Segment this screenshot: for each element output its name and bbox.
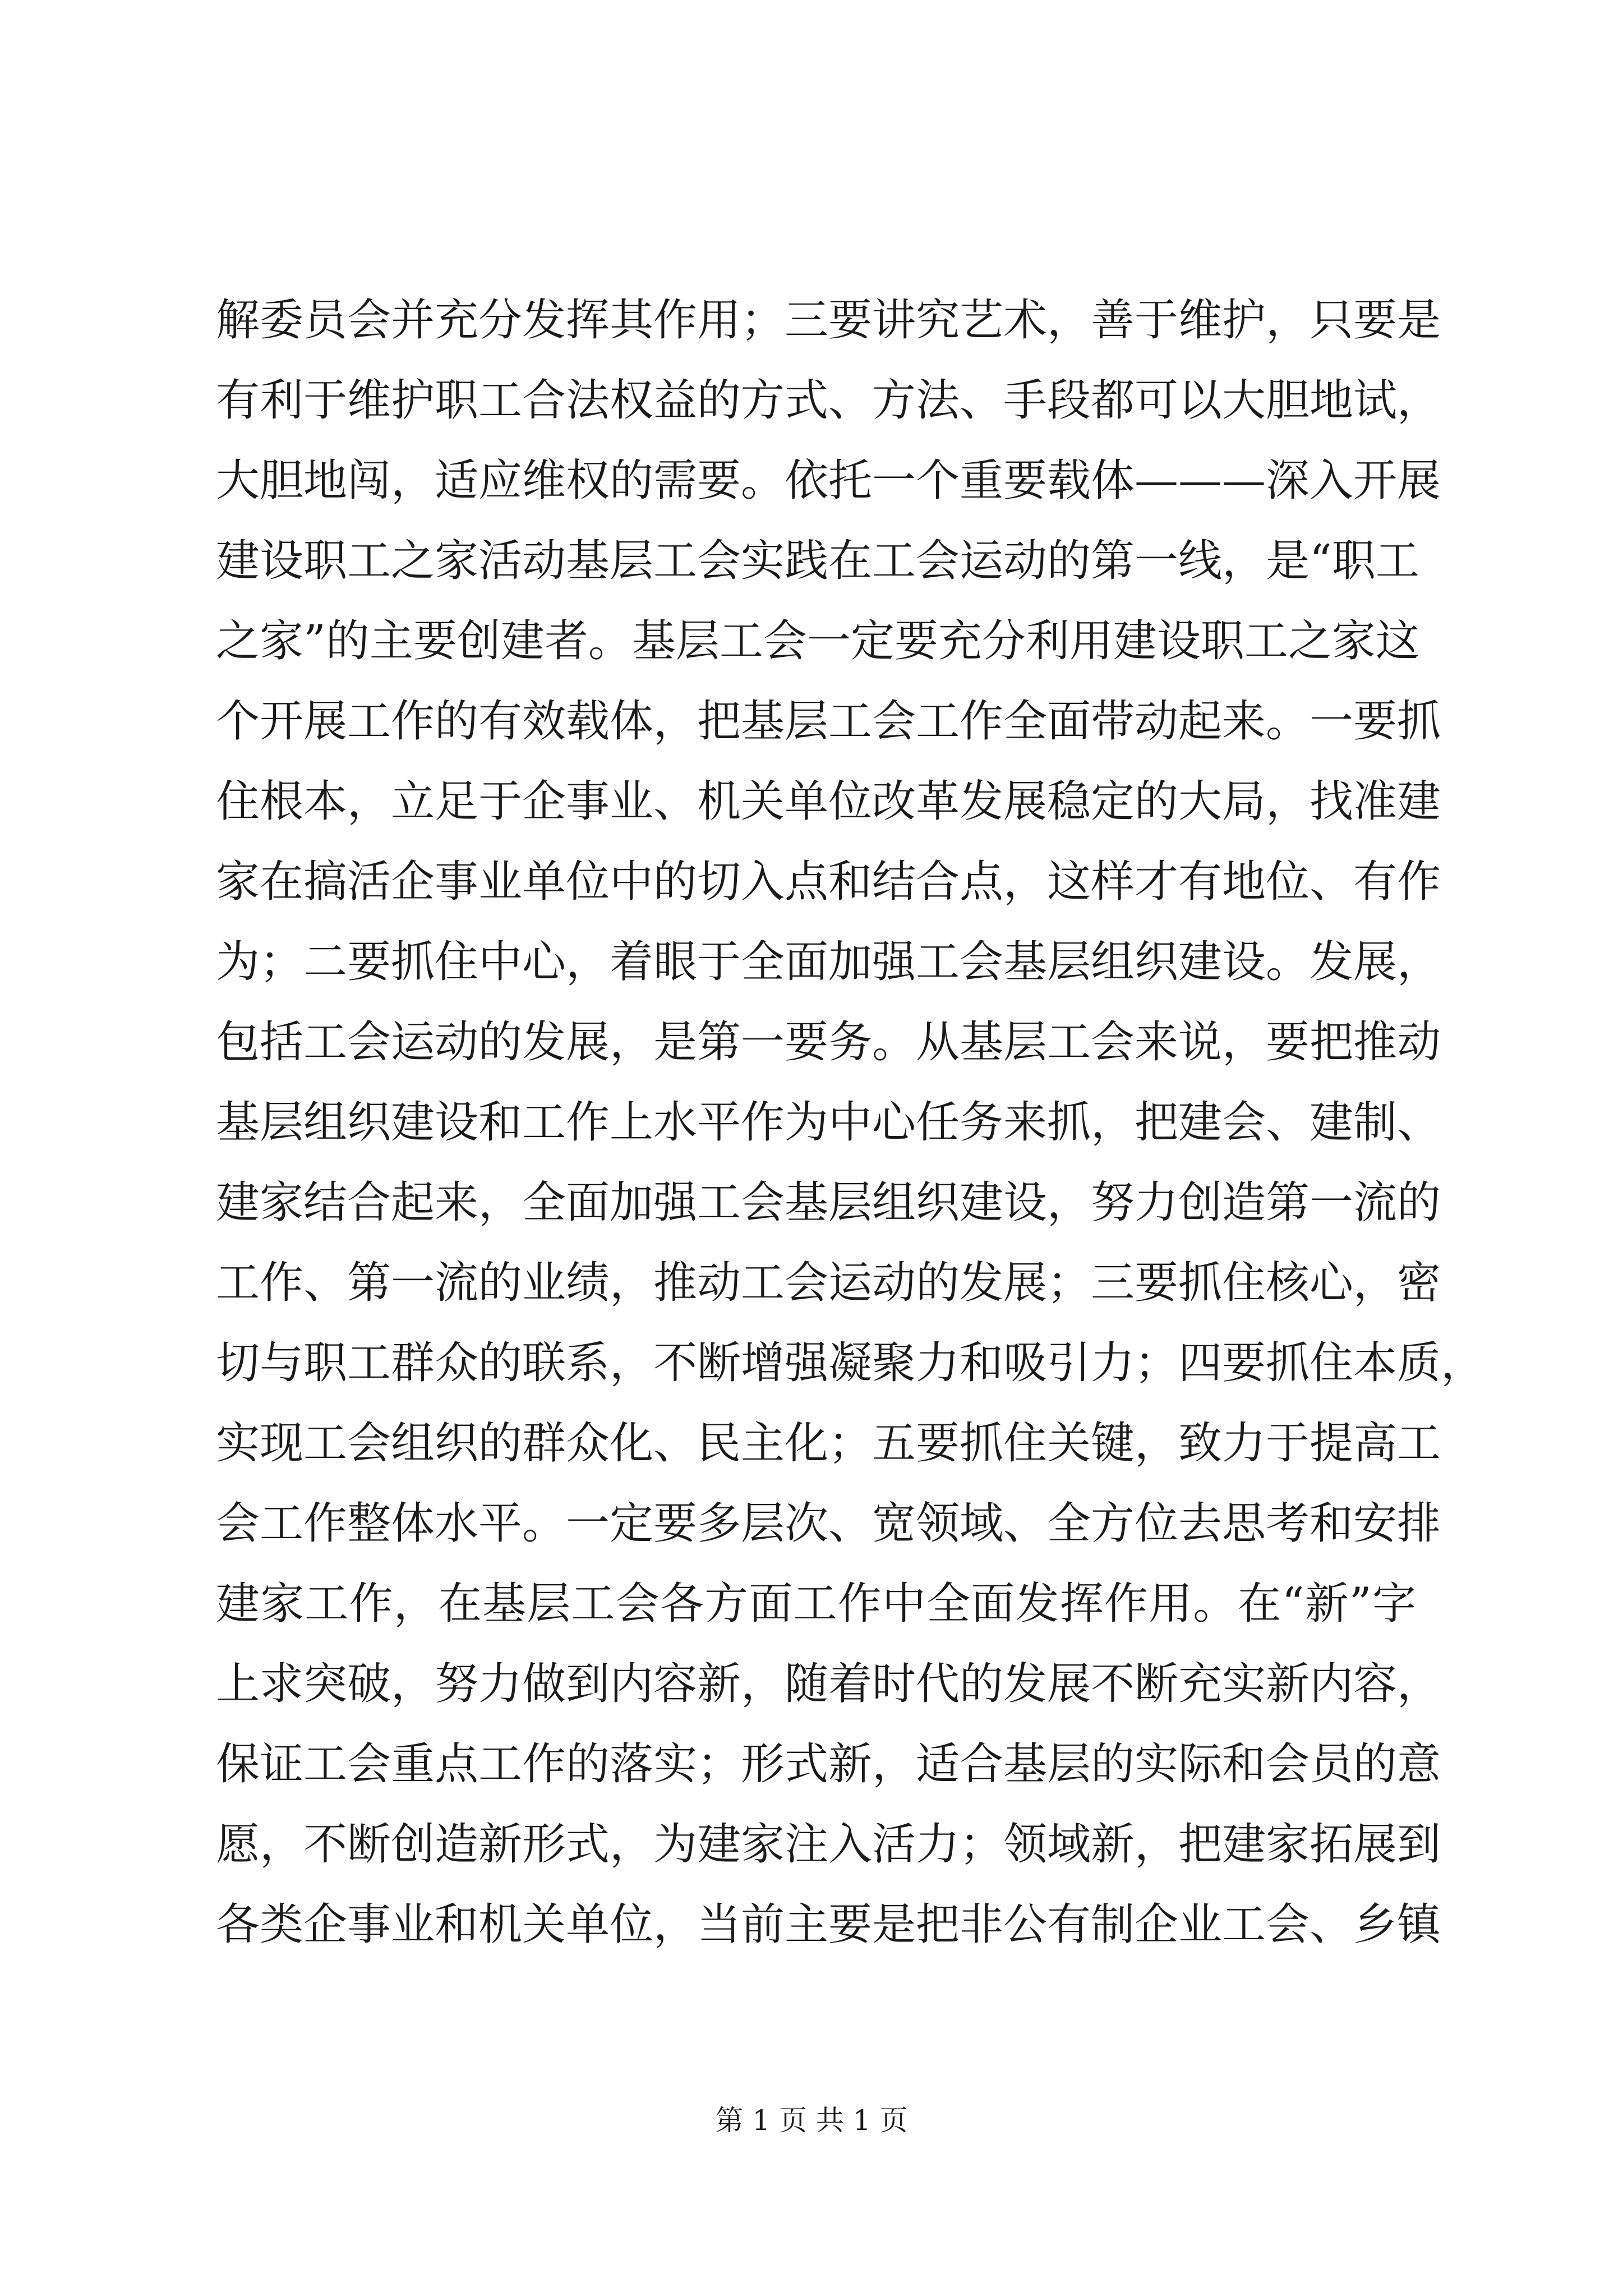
- text-line: 为；二要抓住中心，着眼于全面加强工会基层组织建设。发展，: [216, 937, 1441, 987]
- text-line: 各类企事业和机关单位，当前主要是把非公有制企业工会、乡镇: [216, 1899, 1441, 1950]
- text-line: 会工作整体水平。一定要多层次、宽领域、全方位去思考和安排: [216, 1498, 1441, 1549]
- text-line: 大胆地闯，适应维权的需要。依托一个重要载体———深入开展: [216, 455, 1441, 506]
- text-line: 工作、第一流的业绩，推动工会运动的发展；三要抓住核心，密: [216, 1258, 1441, 1308]
- text-line: 切与职工群众的联系，不断增强凝聚力和吸引力；四要抓住本质，: [216, 1338, 1485, 1388]
- text-line: 家在搞活企事业单位中的切入点和结合点，这样才有地位、有作: [216, 857, 1441, 907]
- text-line: 上求突破，努力做到内容新，随着时代的发展不断充实新内容，: [216, 1659, 1441, 1709]
- text-line: 愿，不断创造新形式，为建家注入活力；领域新，把建家拓展到: [216, 1819, 1441, 1870]
- body-paragraph: [216, 280, 1485, 1965]
- page-footer: 第 1 页 共 1 页: [715, 2104, 908, 2137]
- text-line: 保证工会重点工作的落实；形式新，适合基层的实际和会员的意: [216, 1739, 1441, 1789]
- text-line: 住根本，立足于企事业、机关单位改革发展稳定的大局，找准建: [216, 776, 1441, 827]
- text-line: 基层组织建设和工作上水平作为中心任务来抓，把建会、建制、: [216, 1097, 1441, 1148]
- text-line: 建家工作，在基层工会各方面工作中全面发挥作用。在“新”字: [216, 1579, 1416, 1629]
- text-line: 建家结合起来，全面加强工会基层组织建设，努力创造第一流的: [216, 1177, 1441, 1228]
- text-line: 建设职工之家活动基层工会实践在工会运动的第一线，是“职工: [216, 536, 1419, 586]
- text-line: 解委员会并充分发挥其作用；三要讲究艺术，善于维护，只要是: [216, 295, 1441, 346]
- text-line: 包括工会运动的发展，是第一要务。从基层工会来说，要把推动: [216, 1017, 1441, 1068]
- text-line: 之家”的主要创建者。基层工会一定要充分利用建设职工之家这: [216, 616, 1419, 666]
- text-line: 有利于维护职工合法权益的方式、方法、手段都可以大胆地试，: [216, 375, 1441, 426]
- text-line: 个开展工作的有效载体，把基层工会工作全面带动起来。一要抓: [216, 696, 1441, 747]
- text-line: 实现工会组织的群众化、民主化；五要抓住关键，致力于提高工: [216, 1418, 1441, 1469]
